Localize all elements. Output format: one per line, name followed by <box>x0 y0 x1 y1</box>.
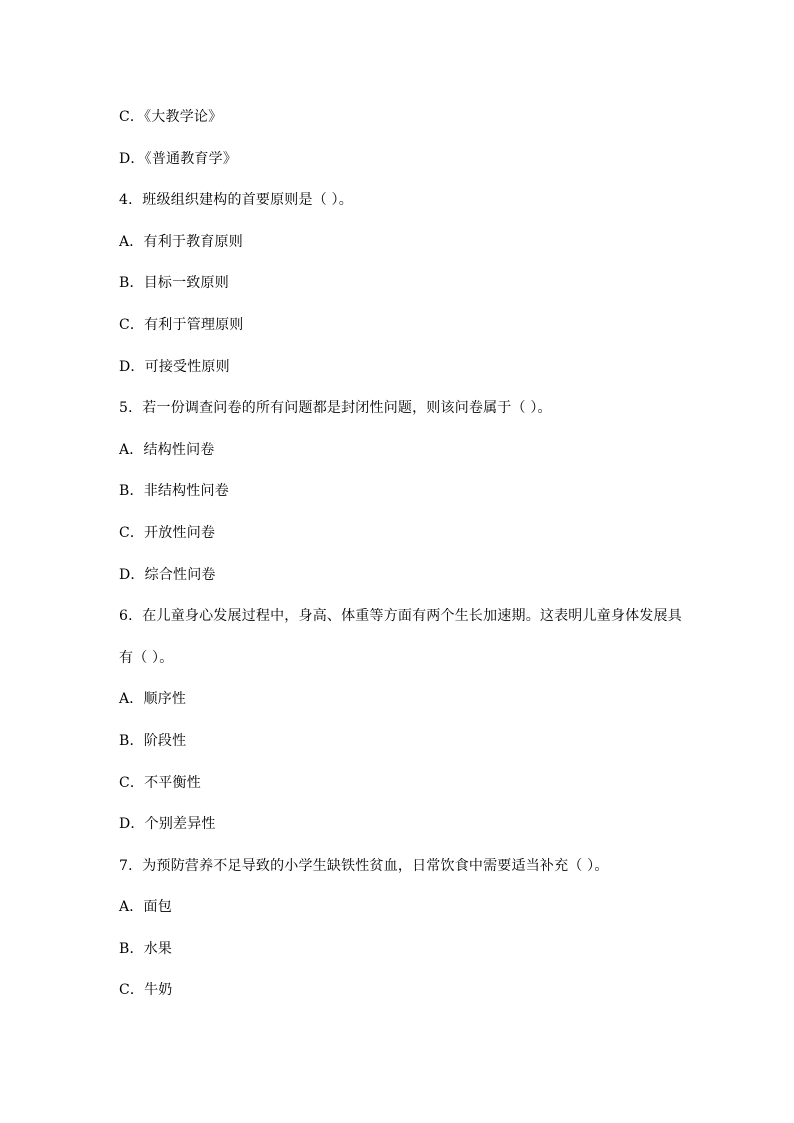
option-d-q4: D．可接受性原则 <box>119 358 230 375</box>
option-a-q7: A．面包 <box>119 899 172 916</box>
option-c-q3: C．《大教学论》 <box>119 109 223 125</box>
question-5: 5．若一份调查问卷的所有问题都是封闭性问题，则该问卷属于（ ）。 <box>119 400 552 417</box>
option-d-q3: D．《普通教育学》 <box>119 150 238 167</box>
option-a-q5: A．结构性问卷 <box>119 441 215 458</box>
option-b-q5: B．非结构性问卷 <box>119 483 229 500</box>
question-6: 6．在儿童身心发展过程中，身高、体重等方面有两个生长加速期。这表明儿童身体发展具 <box>119 608 682 625</box>
text-body <box>119 106 682 1021</box>
option-c-q4: C．有利于管理原则 <box>119 316 244 333</box>
question-6-continued: 有（ ）。 <box>119 649 174 666</box>
question-4: 4．班级组织建构的首要原则是（ ）。 <box>119 192 353 209</box>
question-7: 7．为预防营养不足导致的小学生缺铁性贫血，日常饮食中需要适当补充（ ）。 <box>119 857 609 874</box>
option-b-q4: B．目标一致原则 <box>119 275 229 292</box>
option-a-q4: A．有利于教育原则 <box>119 233 243 250</box>
option-a-q6: A．顺序性 <box>119 691 187 708</box>
option-c-q5: C．开放性问卷 <box>119 524 216 541</box>
option-c-q6: C．不平衡性 <box>119 774 201 791</box>
option-c-q7: C．牛奶 <box>119 982 173 999</box>
option-d-q6: D．个别差异性 <box>119 816 216 833</box>
option-b-q7: B．水果 <box>119 940 173 957</box>
option-b-q6: B．阶段性 <box>119 732 187 749</box>
option-d-q5: D．综合性问卷 <box>119 566 216 583</box>
